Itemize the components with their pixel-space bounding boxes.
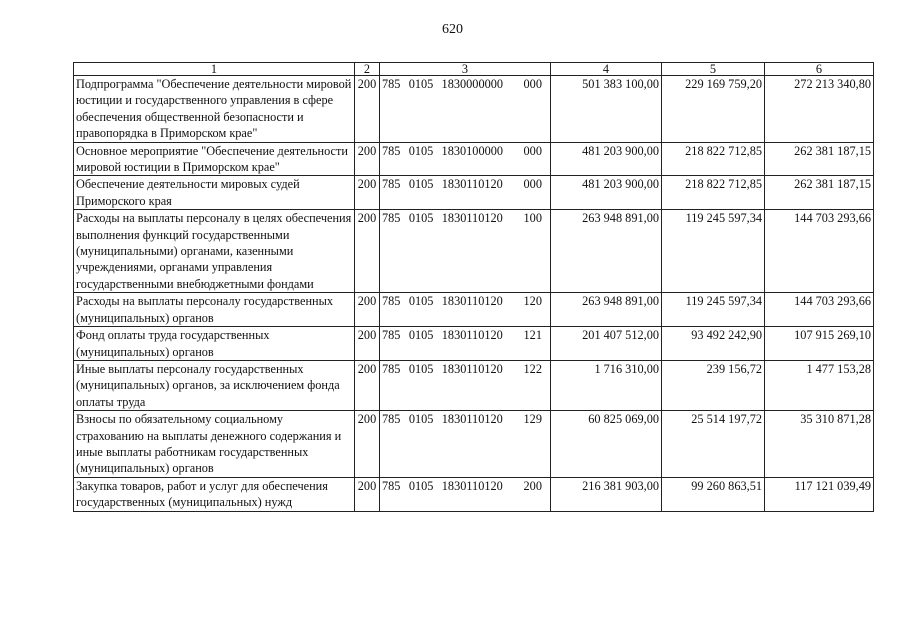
row-amount-4: 481 203 900,00: [551, 142, 662, 176]
row-code: [380, 477, 551, 511]
code-target: 1830110120: [441, 361, 503, 376]
row-col2: 200: [355, 293, 380, 327]
code-section: 0105: [408, 478, 434, 493]
row-amount-4: 263 948 891,00: [551, 210, 662, 293]
row-amount-5: 25 514 197,72: [662, 411, 765, 478]
table-row: [74, 477, 874, 511]
code-section: 0105: [408, 412, 434, 427]
row-amount-6: 262 381 187,15: [765, 176, 874, 210]
row-amount-5: 218 822 712,85: [662, 176, 765, 210]
code-expense-type: 120: [523, 294, 542, 309]
row-col2: 200: [355, 327, 380, 361]
row-amount-4: 263 948 891,00: [551, 293, 662, 327]
row-name: Закупка товаров, работ и услуг для обеспечения государственных (муниципальных) нужд: [74, 477, 355, 511]
row-amount-5: 93 492 242,90: [662, 327, 765, 361]
row-col2: 200: [355, 411, 380, 478]
row-amount-6: 107 915 269,10: [765, 327, 874, 361]
code-expense-type: 000: [523, 143, 542, 158]
code-ministry: 785: [382, 478, 401, 493]
header-col-2: 2: [355, 63, 380, 76]
row-amount-5: 119 245 597,34: [662, 210, 765, 293]
code-section: 0105: [408, 211, 434, 226]
budget-table: [73, 62, 874, 512]
table-row: [74, 411, 874, 478]
row-code: [380, 176, 551, 210]
row-name: Фонд оплаты труда государственных (муниципальных) органов: [74, 327, 355, 361]
row-amount-4: 1 716 310,00: [551, 360, 662, 410]
table-row: [74, 142, 874, 176]
row-amount-4: 481 203 900,00: [551, 176, 662, 210]
row-name: Иные выплаты персоналу государственных (муниципальных) органов, за исключением фонда оплаты труда: [74, 360, 355, 410]
code-expense-type: 100: [523, 211, 542, 226]
code-target: 1830110120: [441, 177, 503, 192]
row-code: [380, 360, 551, 410]
header-col-3: 3: [380, 63, 551, 76]
row-col2: 200: [355, 76, 380, 143]
code-expense-type: 121: [523, 328, 542, 343]
row-code: [380, 142, 551, 176]
row-amount-5: 229 169 759,20: [662, 76, 765, 143]
row-amount-4: 501 383 100,00: [551, 76, 662, 143]
row-amount-4: 60 825 069,00: [551, 411, 662, 478]
header-col-4: 4: [551, 63, 662, 76]
table-row: [74, 360, 874, 410]
code-ministry: 785: [382, 361, 401, 376]
table-row: [74, 293, 874, 327]
row-col2: 200: [355, 477, 380, 511]
table-row: [74, 210, 874, 293]
table-row: [74, 76, 874, 143]
row-code: [380, 293, 551, 327]
code-expense-type: 000: [523, 177, 542, 192]
row-col2: 200: [355, 210, 380, 293]
code-ministry: 785: [382, 77, 401, 91]
table-row: [74, 176, 874, 210]
row-name: Подпрограмма "Обеспечение деятельности мировой юстиции и государственного управления в сфере обеспечения общественной безопасности и правопорядка в Приморском крае": [74, 76, 355, 143]
code-section: 0105: [408, 143, 434, 158]
page-number: 620: [442, 22, 463, 37]
code-ministry: 785: [382, 177, 401, 192]
code-section: 0105: [408, 77, 434, 91]
row-col2: 200: [355, 360, 380, 410]
row-amount-6: 117 121 039,49: [765, 477, 874, 511]
code-expense-type: 200: [523, 478, 542, 493]
code-ministry: 785: [382, 294, 401, 309]
row-name: Взносы по обязательному социальному страхованию на выплаты денежного содержания и иные выплаты работникам государственных (муниципальных) органов: [74, 411, 355, 478]
row-amount-4: 201 407 512,00: [551, 327, 662, 361]
header-col-1: 1: [74, 63, 355, 76]
row-amount-6: 262 381 187,15: [765, 142, 874, 176]
row-amount-6: 35 310 871,28: [765, 411, 874, 478]
table-row: [74, 327, 874, 361]
row-amount-5: 99 260 863,51: [662, 477, 765, 511]
code-target: 1830000000: [441, 77, 504, 91]
code-section: 0105: [408, 294, 434, 309]
code-target: 1830110120: [441, 294, 503, 309]
row-name: Обеспечение деятельности мировых судей Приморского края: [74, 176, 355, 210]
code-target: 1830110120: [441, 211, 503, 226]
code-ministry: 785: [382, 211, 401, 226]
row-code: [380, 210, 551, 293]
code-ministry: 785: [382, 328, 401, 343]
code-target: 1830110120: [441, 478, 503, 493]
row-name: Расходы на выплаты персоналу в целях обеспечения выполнения функций государственными (муниципальными) органами, казенными учреждениями, органами управления государственными внебюджетными фондами: [74, 210, 355, 293]
row-col2: 200: [355, 142, 380, 176]
table-header-row: [74, 63, 874, 76]
code-ministry: 785: [382, 143, 401, 158]
row-amount-6: 144 703 293,66: [765, 210, 874, 293]
header-col-5: 5: [662, 63, 765, 76]
row-amount-6: 272 213 340,80: [765, 76, 874, 143]
header-col-6: 6: [765, 63, 874, 76]
code-section: 0105: [408, 361, 434, 376]
row-amount-5: 119 245 597,34: [662, 293, 765, 327]
code-ministry: 785: [382, 412, 401, 427]
row-col2: 200: [355, 176, 380, 210]
row-code: [380, 76, 551, 143]
code-expense-type: 129: [523, 412, 542, 427]
row-code: [380, 327, 551, 361]
code-section: 0105: [408, 177, 434, 192]
code-section: 0105: [408, 328, 434, 343]
row-amount-5: 218 822 712,85: [662, 142, 765, 176]
row-code: [380, 411, 551, 478]
row-name: Основное мероприятие "Обеспечение деятельности мировой юстиции в Приморском крае": [74, 142, 355, 176]
row-name: Расходы на выплаты персоналу государственных (муниципальных) органов: [74, 293, 355, 327]
row-amount-6: 144 703 293,66: [765, 293, 874, 327]
code-target: 1830110120: [441, 412, 503, 427]
row-amount-4: 216 381 903,00: [551, 477, 662, 511]
row-amount-6: 1 477 153,28: [765, 360, 874, 410]
code-target: 1830110120: [441, 328, 503, 343]
code-target: 1830100000: [441, 143, 504, 158]
code-expense-type: 000: [523, 77, 542, 91]
row-amount-5: 239 156,72: [662, 360, 765, 410]
code-expense-type: 122: [523, 361, 542, 376]
